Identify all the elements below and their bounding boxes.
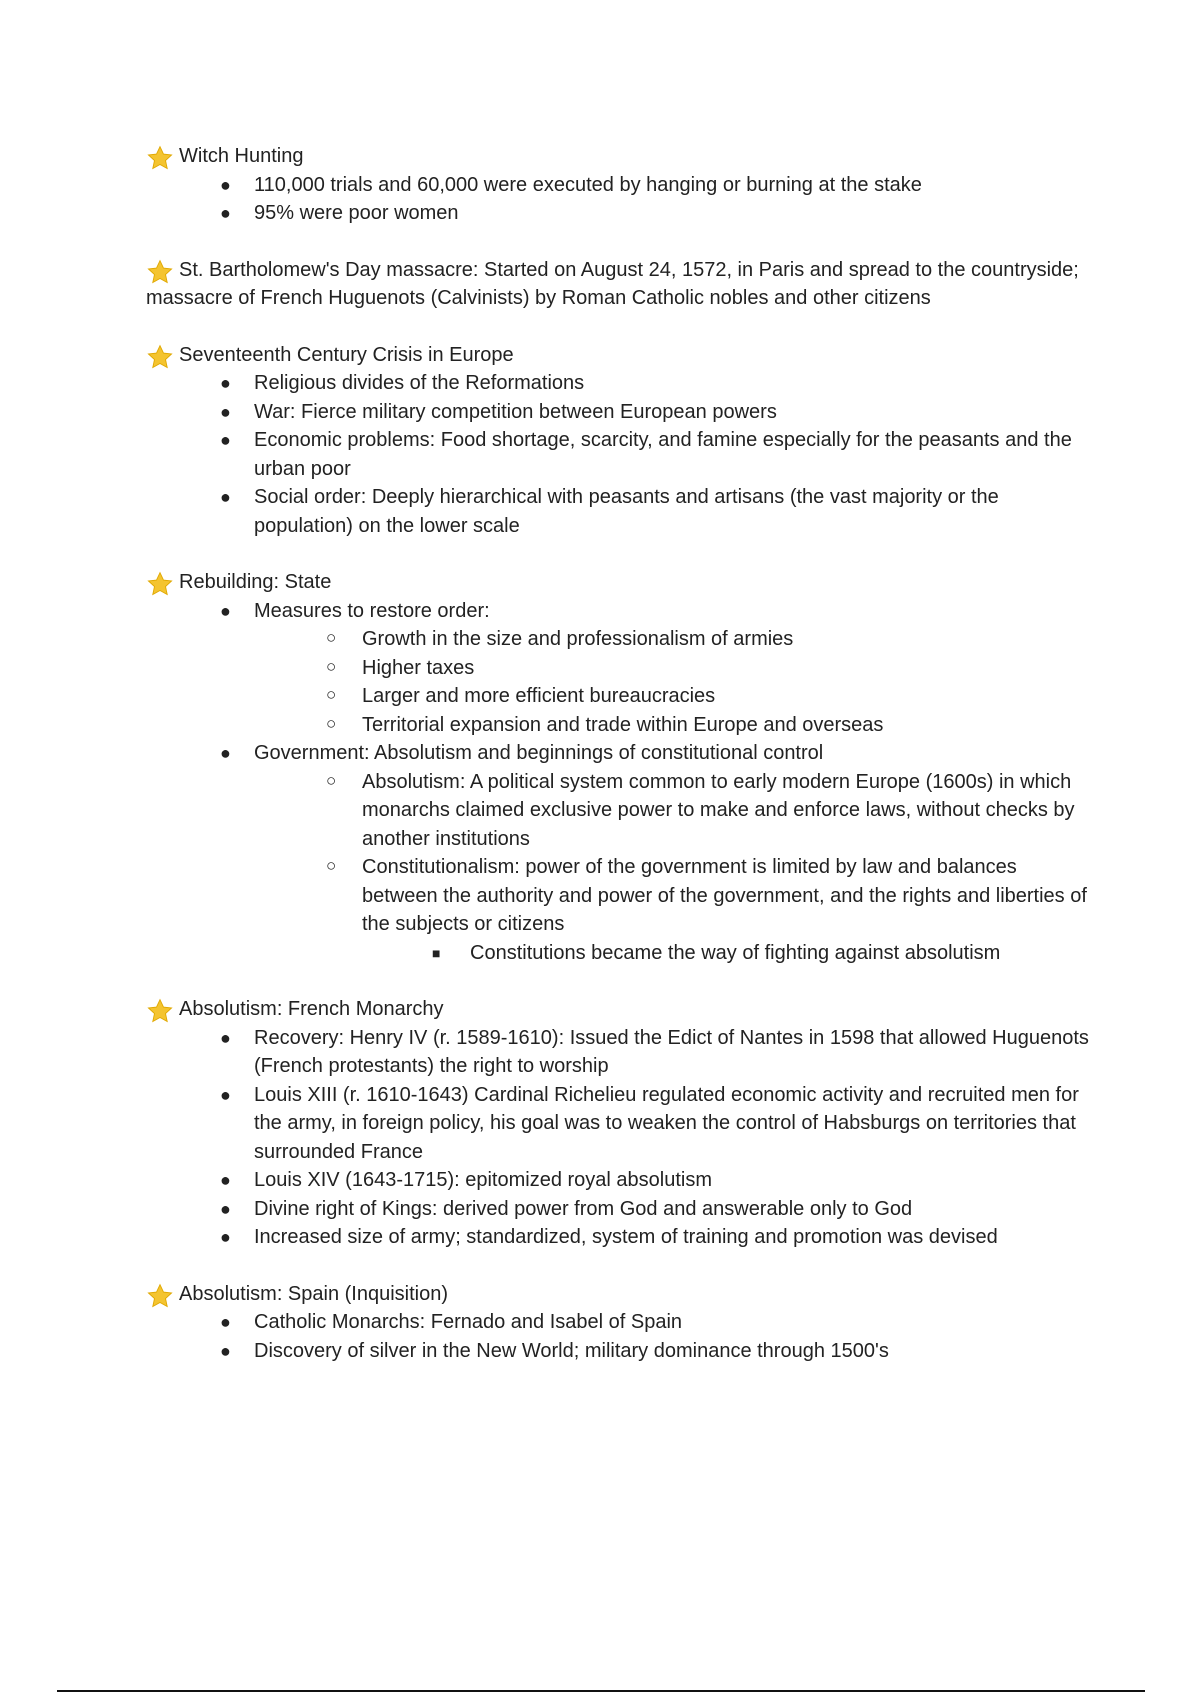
sub-sub-list-item: ■ Constitutions became the way of fighting against absolutism	[362, 939, 1096, 968]
bullet-disc-icon: ●	[220, 401, 231, 422]
bullet-disc-icon: ●	[220, 743, 231, 763]
bullet-disc-icon: ●	[220, 487, 231, 507]
bullet-circle-icon: ○	[326, 656, 337, 676]
section-heading	[146, 142, 1096, 171]
bullet-circle-icon: ○	[326, 628, 337, 647]
list-item: ● Government: Absolutism and beginnings of constitutional control ○ Absolutism: A political system common to early modern Europe (1600s) in which monarchs claimed exclusive power to make and enforce laws, without checks by another institutions ○ Constitutionalism: power of the government is limited by law and balances between the authority and power of the government, and the rights and liberties of the subjects or citizens ■ Constitutions became the way of fighting against absolutism	[146, 739, 1096, 967]
section-title: Rebuilding: State	[179, 571, 332, 593]
list-item: ● Recovery: Henry IV (r. 1589-1610): Issued the Edict of Nantes in 1598 that allowed Huguenots (French protestants) the right to worship	[146, 1024, 1096, 1081]
section-seventeenth-century-crisis	[146, 341, 1096, 541]
bullet-list	[146, 171, 1096, 228]
section-title: Seventeenth Century Crisis in Europe	[179, 343, 514, 366]
bullet-disc-icon: ●	[220, 1198, 231, 1219]
bullet-disc-icon: ●	[220, 1340, 231, 1361]
bullet-disc-icon: ●	[220, 1027, 231, 1048]
star-icon	[146, 1283, 174, 1310]
star-icon	[146, 571, 174, 598]
section-title: Absolutism: French Monarchy	[179, 998, 444, 1020]
section-heading	[146, 341, 1096, 370]
bullet-disc-icon: ●	[220, 203, 231, 223]
bullet-disc-icon: ●	[220, 373, 231, 393]
section-title: Witch Hunting	[179, 145, 304, 167]
section-heading	[146, 256, 1096, 313]
section-heading	[146, 995, 1096, 1024]
list-item: ● Catholic Monarchs: Fernado and Isabel of Spain	[146, 1308, 1096, 1337]
section-heading	[146, 1280, 1096, 1309]
bullet-list	[146, 369, 1096, 540]
bullet-disc-icon: ●	[220, 1227, 231, 1247]
sub-bullet-list	[254, 768, 1096, 968]
list-item: ● War: Fierce military competition between European powers	[146, 398, 1096, 427]
list-item: ● 95% were poor women	[146, 199, 1096, 228]
star-icon	[146, 998, 174, 1025]
section-paragraph: St. Bartholomew's Day massacre: Started on August 24, 1572, in Paris and spread to the countryside; massacre of French Huguenots (Calvinists) by Roman Catholic nobles and other citizens	[146, 258, 1079, 309]
bullet-circle-icon: ○	[326, 685, 337, 704]
bullet-disc-icon: ●	[220, 174, 231, 195]
list-item: ● 110,000 trials and 60,000 were executed by hanging or burning at the stake	[146, 171, 1096, 200]
list-item: ● Religious divides of the Reformations	[146, 369, 1096, 398]
bullet-list	[146, 597, 1096, 968]
list-item: ● Discovery of silver in the New World; military dominance through 1500's	[146, 1337, 1096, 1366]
bullet-disc-icon: ●	[220, 1312, 231, 1332]
list-item: ● Louis XIV (1643-1715): epitomized royal absolutism	[146, 1166, 1096, 1195]
list-item: ● Measures to restore order: ○ Growth in the size and professionalism of armies ○ Higher taxes ○ Larger and more efficient bureaucracies ○ Territorial expansion and trade within Europe and overseas	[146, 597, 1096, 740]
bullet-circle-icon: ○	[326, 770, 337, 790]
section-st-bartholomew	[146, 256, 1096, 313]
bullet-square-icon: ■	[432, 944, 441, 961]
bullet-list	[146, 1308, 1096, 1365]
bullet-disc-icon: ●	[220, 1170, 231, 1190]
notes-content	[146, 142, 1096, 1393]
list-item: ● Divine right of Kings: derived power from God and answerable only to God	[146, 1195, 1096, 1224]
sub-bullet-list	[254, 625, 1096, 739]
page-bottom-rule	[57, 1690, 1145, 1692]
list-item: ● Economic problems: Food shortage, scarcity, and famine especially for the peasants and the urban poor	[146, 426, 1096, 483]
sub-list-item: ○ Growth in the size and professionalism of armies	[254, 625, 1096, 654]
section-witch-hunting	[146, 142, 1096, 228]
section-title: Absolutism: Spain (Inquisition)	[179, 1282, 449, 1305]
sub-list-item: ○ Higher taxes	[254, 654, 1096, 683]
star-icon	[146, 344, 174, 371]
star-icon	[146, 145, 174, 172]
sub-list-item: ○ Constitutionalism: power of the government is limited by law and balances between the authority and power of the government, and the rights and liberties of the subjects or citizens ■ Constitutions became the way of fighting against absolutism	[254, 853, 1096, 967]
section-heading	[146, 568, 1096, 597]
bullet-circle-icon: ○	[326, 713, 337, 733]
bullet-circle-icon: ○	[326, 856, 337, 875]
section-french-monarchy	[146, 995, 1096, 1252]
section-rebuilding-state	[146, 568, 1096, 967]
sub-list-item: ○ Territorial expansion and trade within Europe and overseas	[254, 711, 1096, 740]
list-item: ● Increased size of army; standardized, system of training and promotion was devised	[146, 1223, 1096, 1252]
sub-sub-bullet-list	[362, 939, 1096, 968]
bullet-disc-icon: ●	[220, 600, 231, 621]
sub-list-item: ○ Absolutism: A political system common to early modern Europe (1600s) in which monarchs claimed exclusive power to make and enforce laws, without checks by another institutions	[254, 768, 1096, 854]
star-icon	[146, 259, 174, 286]
bullet-disc-icon: ●	[220, 430, 231, 450]
list-item: ● Social order: Deeply hierarchical with peasants and artisans (the vast majority or the population) on the lower scale	[146, 483, 1096, 540]
sub-list-item: ○ Larger and more efficient bureaucracies	[254, 682, 1096, 711]
section-spain-inquisition	[146, 1280, 1096, 1366]
bullet-list	[146, 1024, 1096, 1252]
bullet-disc-icon: ●	[220, 1084, 231, 1105]
list-item: ● Louis XIII (r. 1610-1643) Cardinal Richelieu regulated economic activity and recruited men for the army, in foreign policy, his goal was to weaken the control of Habsburgs on territories that surrounded France	[146, 1081, 1096, 1167]
